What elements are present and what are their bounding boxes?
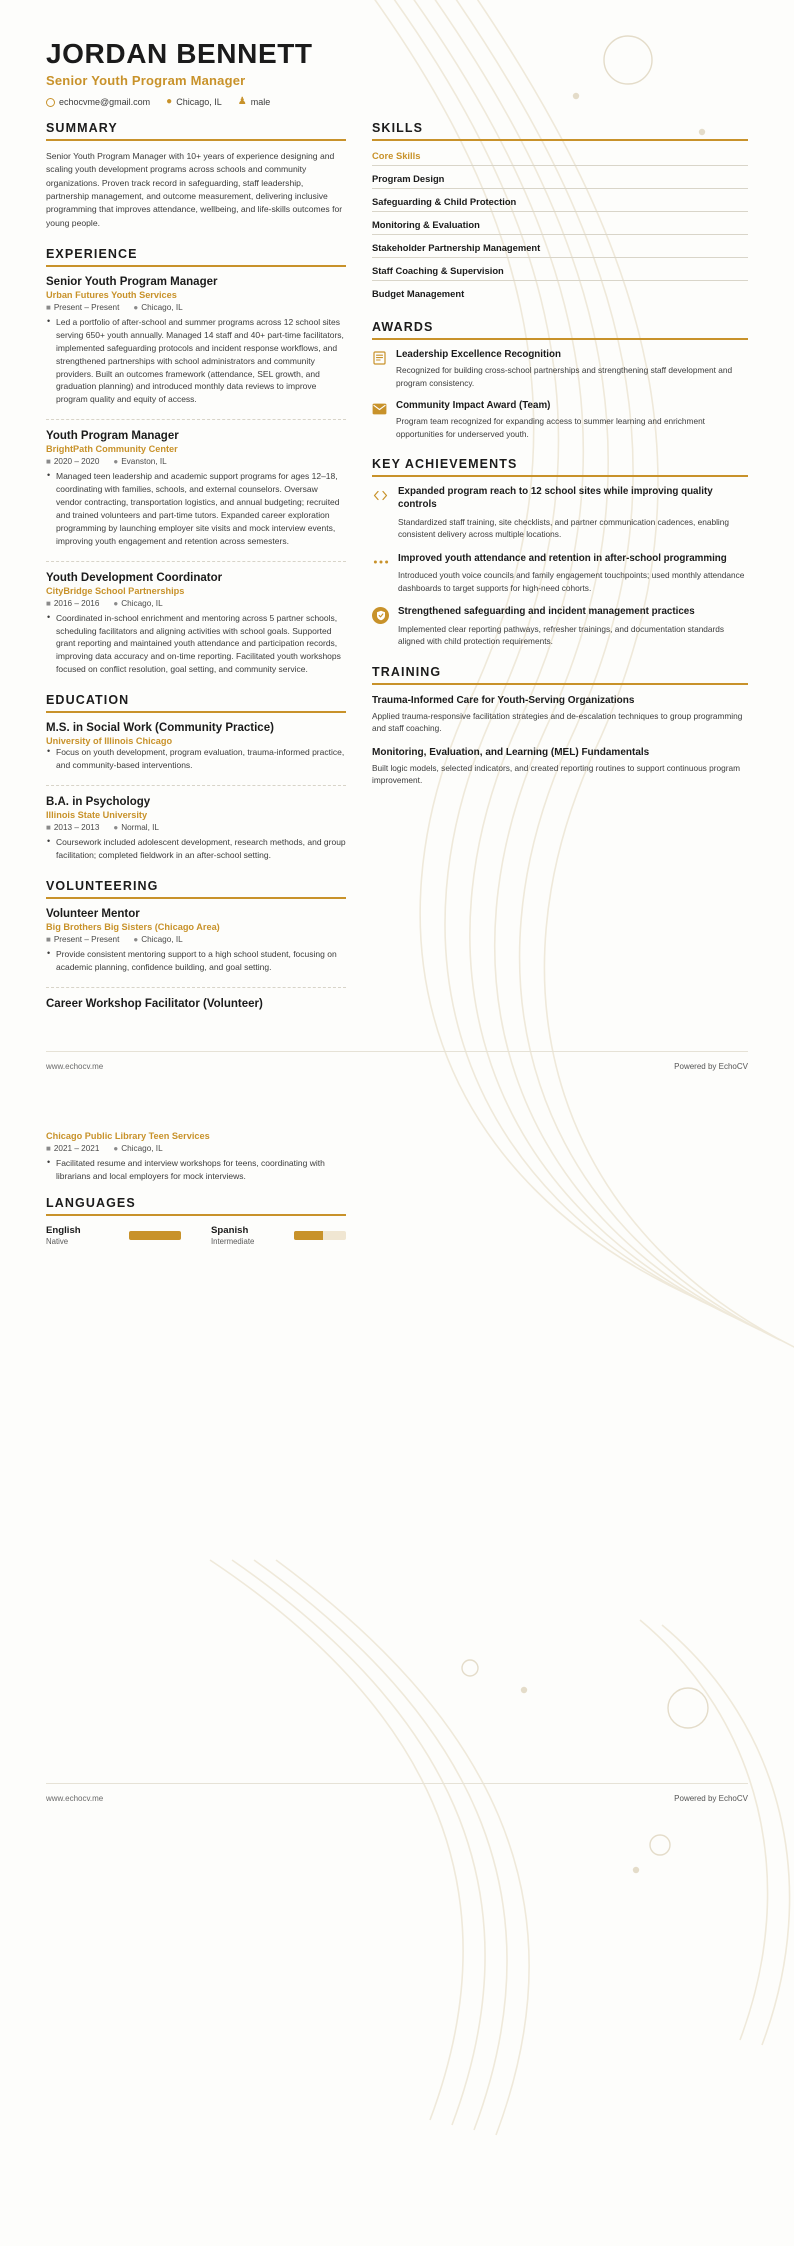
skill-item: Safeguarding & Child Protection (372, 196, 748, 212)
calendar-icon: ■ (46, 934, 51, 944)
language-name: English (46, 1225, 81, 1237)
page-footer-1 (0, 1062, 794, 1071)
language-item (211, 1225, 346, 1246)
summary-title: SUMMARY (46, 121, 346, 141)
job-bullet: • Led a portfolio of after-school and summer programs across 12 school sites serving 650+ youth annually. Managed 14 staff and 40+ part-time facilitators, implemented safeguarding protocols and incident response workflows, and strengthened partnerships with school administrators and community providers. Built an outcomes framework (attendance, SEL growth, and graduation planning) and introduced monthly data reviews to improve program quality and equity of access. (46, 316, 346, 406)
volunteering-item (46, 1131, 346, 1183)
location-pin-icon: ● (113, 1143, 119, 1153)
job-meta (46, 303, 346, 312)
volunteering-location: Chicago, IL (141, 934, 183, 944)
award-item (372, 400, 748, 440)
volunteering-bullets (46, 1157, 346, 1183)
education-item (46, 722, 346, 772)
candidate-role: Senior Youth Program Manager (46, 73, 246, 88)
contact-gender (238, 97, 270, 107)
achievements-title: KEY ACHIEVEMENTS (372, 457, 748, 477)
awards-title: AWARDS (372, 320, 748, 340)
education-title: EDUCATION (46, 693, 346, 713)
job-bullets (46, 470, 346, 547)
language-item (46, 1225, 181, 1246)
job-bullet: • Coordinated in-school enrichment and mentoring across 5 partner schools, scheduling facilitators and aligning activities with school goals. Supported grant reporting and maintained youth attendance and participation records, improving data accuracy and on-time reporting. Facilitated youth workshops focused on conflict resolution, goal setting, and community service. (46, 612, 346, 677)
volunteering-org: Big Brothers Big Sisters (Chicago Area) (46, 921, 220, 932)
summary-text: Senior Youth Program Manager with 10+ years of experience designing and scaling youth development programs across schools and community organizations. Proven track record in safeguarding, staff leadership, partnership management, and outcome measurement, delivering inclusive programming that improves attendance, wellbeing, and life-skills outcomes for young people. (46, 151, 343, 228)
volunteering-section (46, 879, 346, 1010)
job-title: Youth Development Coordinator (46, 571, 223, 584)
achievement-description: Introduced youth voice councils and family engagement touchpoints; used monthly attendance dashboards to target supports for high-need cohorts. (398, 570, 745, 593)
divider (46, 785, 346, 786)
volunteering-bullet: • Facilitated resume and interview workshops for teens, coordinating with librarians and local employers for mock interviews. (46, 1157, 346, 1183)
volunteering-meta (46, 935, 346, 944)
candidate-name: JORDAN BENNETT (46, 38, 313, 69)
resume-sheet-1 (0, 0, 794, 1051)
job-dates: 2020 – 2020 (53, 457, 100, 467)
languages-section (46, 1196, 346, 1246)
achievement-item (372, 486, 748, 540)
skill-item: Monitoring & Evaluation (372, 219, 748, 235)
calendar-icon: ■ (46, 1143, 51, 1153)
right-column-page2 (372, 1129, 748, 1264)
language-name: Spanish (211, 1225, 249, 1237)
volunteering-item (46, 998, 346, 1010)
contact-bar (46, 97, 748, 107)
skills-title: SKILLS (372, 121, 748, 141)
achievement-title: Strengthened safeguarding and incident management practices (398, 606, 695, 618)
job-organization: BrightPath Community Center (46, 444, 178, 455)
education-dates: 2013 – 2013 (53, 823, 100, 832)
volunteering-item (46, 908, 346, 974)
volunteering-dates: Present – Present (53, 934, 120, 944)
education-meta (46, 823, 346, 832)
award-description: Recognized for building cross-school partnerships and strengthening staff development and program consistency. (396, 365, 733, 388)
award-title: Community Impact Award (Team) (396, 400, 551, 412)
language-level-bar (129, 1231, 181, 1240)
location-pin-icon: ● (133, 302, 139, 312)
contact-gender-text: male (250, 97, 271, 107)
achievement-item (372, 553, 748, 595)
contact-email[interactable] (46, 97, 150, 107)
page-footer-2 (0, 1794, 794, 1803)
education-location: Normal, IL (121, 823, 159, 832)
achievement-title: Expanded program reach to 12 school sites while improving quality controls (398, 486, 713, 510)
location-pin-icon: ● (113, 823, 119, 832)
award-description: Program team recognized for expanding access to summer learning and enrichment opportunities for underserved youth. (396, 416, 705, 439)
calendar-icon: ■ (46, 457, 51, 467)
experience-item (46, 572, 346, 677)
training-name: Trauma-Informed Care for Youth-Serving Organizations (372, 694, 635, 706)
languages-title: LANGUAGES (46, 1196, 346, 1216)
job-meta (46, 599, 346, 608)
job-bullets (46, 612, 346, 677)
award-title: Leadership Excellence Recognition (396, 349, 561, 360)
footer-site[interactable]: www.echocv.me (46, 1061, 104, 1071)
experience-section (46, 247, 346, 676)
location-pin-icon: ● (133, 934, 139, 944)
calendar-icon: ■ (46, 302, 51, 312)
email-icon (46, 98, 55, 107)
skill-item: Program Design (372, 173, 748, 189)
volunteering-title: VOLUNTEERING (46, 879, 346, 899)
volunteering-role: Volunteer Mentor (46, 907, 140, 920)
footer-powered: Powered by EchoCV (674, 1794, 748, 1804)
volunteering-role: Career Workshop Facilitator (Volunteer) (46, 997, 263, 1010)
page-divider (46, 1783, 748, 1784)
education-degree: B.A. in Psychology (46, 796, 151, 808)
education-bullet: • Focus on youth development, program evaluation, trauma-informed practice, and community-based interventions. (46, 746, 346, 772)
education-school: University of Illinois Chicago (46, 736, 173, 747)
skill-item: Budget Management (372, 288, 465, 299)
experience-item (46, 430, 346, 547)
volunteering-location: Chicago, IL (121, 1143, 163, 1153)
right-column (372, 121, 748, 1027)
awards-section (372, 320, 748, 440)
achievements-section (372, 457, 748, 648)
achievement-description: Implemented clear reporting pathways, refresher trainings, and documentation standards aligned with child protection requirements. (398, 623, 725, 647)
education-item (46, 796, 346, 862)
skill-item: Stakeholder Partnership Management (372, 242, 748, 258)
experience-title: EXPERIENCE (46, 247, 346, 267)
person-icon: ♟ (237, 96, 247, 107)
achievement-description: Standardized staff training, site checklists, and partner communication cadences, enabling consistent delivery across multiple locations. (398, 516, 729, 540)
divider (46, 987, 346, 988)
certificate-icon (372, 350, 387, 365)
left-column (46, 121, 346, 1027)
page-divider (46, 1051, 748, 1052)
job-location: Evanston, IL (121, 457, 167, 467)
education-degree: M.S. in Social Work (Community Practice) (46, 722, 274, 735)
training-description: Applied trauma-responsive facilitation strategies and de-escalation techniques to group programming and staff coaching. (372, 710, 743, 734)
language-level: Native (46, 1237, 69, 1247)
education-school: Illinois State University (46, 810, 148, 820)
training-item (372, 694, 748, 735)
job-title: Youth Program Manager (46, 430, 179, 443)
training-item (372, 746, 748, 787)
volunteering-bullet: • Provide consistent mentoring support to a high school student, focusing on academic planning, confidence building, and goal setting. (46, 948, 346, 974)
language-level-bar (294, 1231, 346, 1240)
shield-check-icon (372, 607, 389, 624)
calendar-icon: ■ (46, 598, 51, 608)
location-pin-icon: ● (113, 598, 119, 608)
dots-icon (372, 554, 389, 571)
job-organization: CityBridge School Partnerships (46, 585, 185, 596)
job-dates: 2016 – 2016 (53, 598, 100, 608)
divider (46, 419, 346, 420)
job-title: Senior Youth Program Manager (46, 275, 218, 288)
training-name: Monitoring, Evaluation, and Learning (MEL) Fundamentals (372, 746, 650, 758)
volunteering-meta (46, 1144, 346, 1153)
training-section (372, 665, 748, 787)
achievement-title: Improved youth attendance and retention in after-school programming (398, 552, 727, 564)
job-bullets (46, 316, 346, 406)
footer-site[interactable]: www.echocv.me (46, 1794, 104, 1804)
job-bullet: • Managed teen leadership and academic support programs for ages 12–18, coordinating with families, schools, and external counselors. Oversaw vendor contracting, transportation logistics, and annual budgeting; recruited and trained volunteers and part-time tutors. Expanded career exploration programming by launching employer site visits and mock interview events, improving youth engagement and retention across semesters. (46, 470, 346, 547)
volunteering-org: Chicago Public Library Teen Services (46, 1130, 210, 1141)
location-pin-icon: ● (113, 457, 119, 467)
experience-item (46, 276, 346, 406)
education-section (46, 693, 346, 862)
education-bullets (46, 746, 346, 772)
award-item (372, 349, 748, 389)
job-dates: Present – Present (53, 302, 120, 312)
resume-header (46, 38, 748, 107)
achievement-item (372, 606, 748, 648)
volunteering-bullets (46, 948, 346, 974)
job-meta (46, 457, 346, 466)
code-icon (372, 487, 389, 504)
training-title: TRAINING (372, 665, 748, 685)
skills-section (372, 121, 748, 303)
job-location: Chicago, IL (141, 302, 183, 312)
job-organization: Urban Futures Youth Services (46, 289, 177, 300)
language-level: Intermediate (211, 1237, 255, 1247)
divider (46, 561, 346, 562)
contact-location-text: Chicago, IL (176, 97, 222, 107)
envelope-icon (372, 401, 387, 416)
location-pin-icon: ● (166, 96, 173, 107)
calendar-icon: ■ (46, 823, 51, 832)
footer-powered: Powered by EchoCV (674, 1061, 748, 1071)
contact-location (166, 97, 222, 107)
summary-section (46, 121, 346, 230)
skill-item: Core Skills (372, 150, 748, 166)
job-location: Chicago, IL (121, 598, 163, 608)
left-column-page2 (46, 1129, 346, 1264)
skill-item: Staff Coaching & Supervision (372, 265, 748, 281)
contact-email-text: echocvme@gmail.com (59, 97, 151, 107)
training-description: Built logic models, selected indicators, and created reporting routines to support continuous program improvement. (372, 762, 741, 786)
education-bullet: • Coursework included adolescent development, research methods, and group facilitation; completed fieldwork in an after-school setting. (46, 836, 346, 862)
education-bullets (46, 836, 346, 862)
volunteering-dates: 2021 – 2021 (53, 1143, 100, 1153)
resume-sheet-2 (0, 1107, 794, 1264)
